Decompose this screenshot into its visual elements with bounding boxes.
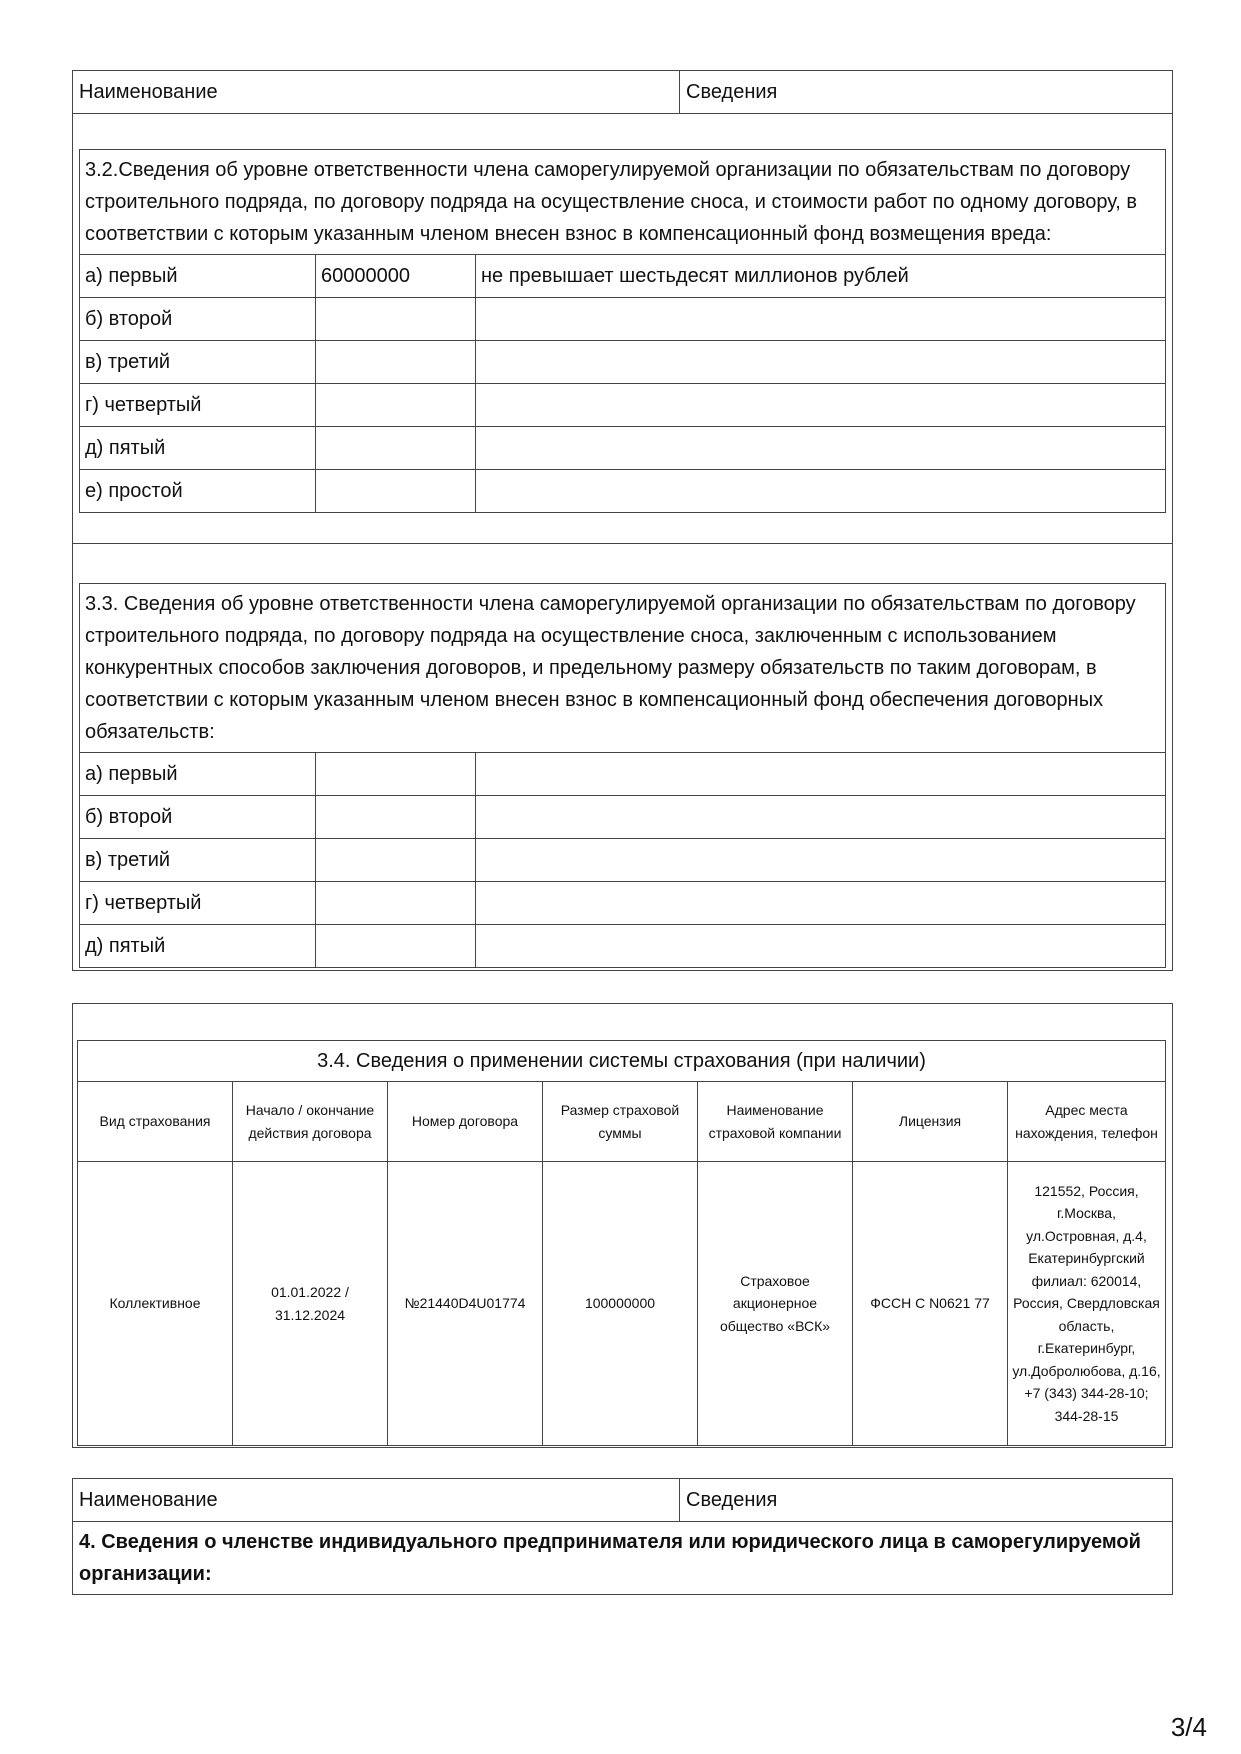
column-header: Вид страхования xyxy=(78,1082,233,1162)
row-description: не превышает шестьдесят миллионов рублей xyxy=(476,255,1166,298)
page-number: 3/4 xyxy=(1170,1712,1207,1742)
row-value: 60000000 xyxy=(316,255,476,298)
column-header: Наименование страховой компании xyxy=(698,1082,853,1162)
section-divider xyxy=(73,543,1172,544)
table-row xyxy=(80,384,1166,427)
table-row xyxy=(80,882,1166,925)
row-description xyxy=(476,298,1166,341)
row-label: а) первый xyxy=(80,255,316,298)
table-row xyxy=(80,925,1166,968)
section-4-title: 4. Сведения о членстве индивидуального предпринимателя или юридического лица в саморегулируемой организации: xyxy=(73,1522,1173,1595)
insurer-address-cell: 121552, Россия, г.Москва, ул.Островная, д.4, Екатеринбургский филиал: 620014, Россия, Свердловская область, г.Екатеринбург, ул.Добролюбова, д.16, +7 (343) 344-28-10; 344-28-15 xyxy=(1008,1162,1166,1446)
row-value xyxy=(316,427,476,470)
row-label: д) пятый xyxy=(80,427,316,470)
section-3-3-title: 3.3. Сведения об уровне ответственности члена саморегулируемой организации по обязательствам по договору строительного подряда, по договору подряда на осуществление сноса, заключенным с использованием конкурентных способов заключения договоров, и предельному размеру обязательств по таким договорам, в соответствии с которым указанным членом внесен взнос в компенсационный фонд обеспечения договорных обязательств: xyxy=(80,584,1166,753)
row-description xyxy=(476,925,1166,968)
insurer-name-cell: Страховое акционерное общество «ВСК» xyxy=(698,1162,853,1446)
header-name-cell: Наименование xyxy=(73,71,680,114)
row-description xyxy=(476,753,1166,796)
row-label: в) третий xyxy=(80,839,316,882)
insured-sum-cell: 100000000 xyxy=(543,1162,698,1446)
insurance-table xyxy=(77,1040,1166,1446)
column-header: Номер договора xyxy=(388,1082,543,1162)
row-label: б) второй xyxy=(80,796,316,839)
section-3-4-frame xyxy=(72,1003,1173,1448)
row-value xyxy=(316,470,476,513)
header-info-cell: Сведения xyxy=(680,1479,1173,1522)
row-description xyxy=(476,384,1166,427)
row-description xyxy=(476,882,1166,925)
header-name-cell: Наименование xyxy=(73,1479,680,1522)
header-info-cell: Сведения xyxy=(680,71,1173,114)
table-row xyxy=(80,427,1166,470)
table-row xyxy=(80,298,1166,341)
section-3-2-table xyxy=(79,149,1166,513)
table-row xyxy=(80,341,1166,384)
table-row xyxy=(80,255,1166,298)
row-value xyxy=(316,882,476,925)
row-value xyxy=(316,796,476,839)
contract-period-cell: 01.01.2022 / 31.12.2024 xyxy=(233,1162,388,1446)
row-value xyxy=(316,839,476,882)
row-value xyxy=(316,753,476,796)
row-label: б) второй xyxy=(80,298,316,341)
row-label: г) четвертый xyxy=(80,384,316,427)
table-row xyxy=(80,839,1166,882)
column-header: Адрес места нахождения, телефон xyxy=(1008,1082,1166,1162)
table-row xyxy=(78,1162,1166,1446)
row-value xyxy=(316,341,476,384)
column-header: Лицензия xyxy=(853,1082,1008,1162)
header-table-bottom xyxy=(72,1478,1173,1595)
row-label: в) третий xyxy=(80,341,316,384)
row-description xyxy=(476,427,1166,470)
row-value xyxy=(316,384,476,427)
table-row xyxy=(80,753,1166,796)
row-value xyxy=(316,298,476,341)
row-label: а) первый xyxy=(80,753,316,796)
license-cell: ФССН С N0621 77 xyxy=(853,1162,1008,1446)
row-label: е) простой xyxy=(80,470,316,513)
row-description xyxy=(476,839,1166,882)
section-3-2-title: 3.2.Сведения об уровне ответственности члена саморегулируемой организации по обязательствам по договору строительного подряда, по договору подряда на осуществление сноса, и стоимости работ по одному договору, в соответствии с которым указанным членом внесен взнос в компенсационный фонд возмещения вреда: xyxy=(80,150,1166,255)
row-description xyxy=(476,341,1166,384)
section-3-4-title: 3.4. Сведения о применении системы страхования (при наличии) xyxy=(78,1041,1166,1082)
header-table-top xyxy=(72,70,1173,114)
table-row xyxy=(80,796,1166,839)
sections-3-2-3-3-frame xyxy=(72,113,1173,971)
insurance-type-cell: Коллективное xyxy=(78,1162,233,1446)
table-row xyxy=(80,470,1166,513)
contract-number-cell: №21440D4U01774 xyxy=(388,1162,543,1446)
row-label: д) пятый xyxy=(80,925,316,968)
row-label: г) четвертый xyxy=(80,882,316,925)
column-header: Размер страховой суммы xyxy=(543,1082,698,1162)
section-3-3-table xyxy=(79,583,1166,968)
row-value xyxy=(316,925,476,968)
insurance-header-row xyxy=(78,1082,1166,1162)
row-description xyxy=(476,470,1166,513)
row-description xyxy=(476,796,1166,839)
column-header: Начало / окончание действия договора xyxy=(233,1082,388,1162)
